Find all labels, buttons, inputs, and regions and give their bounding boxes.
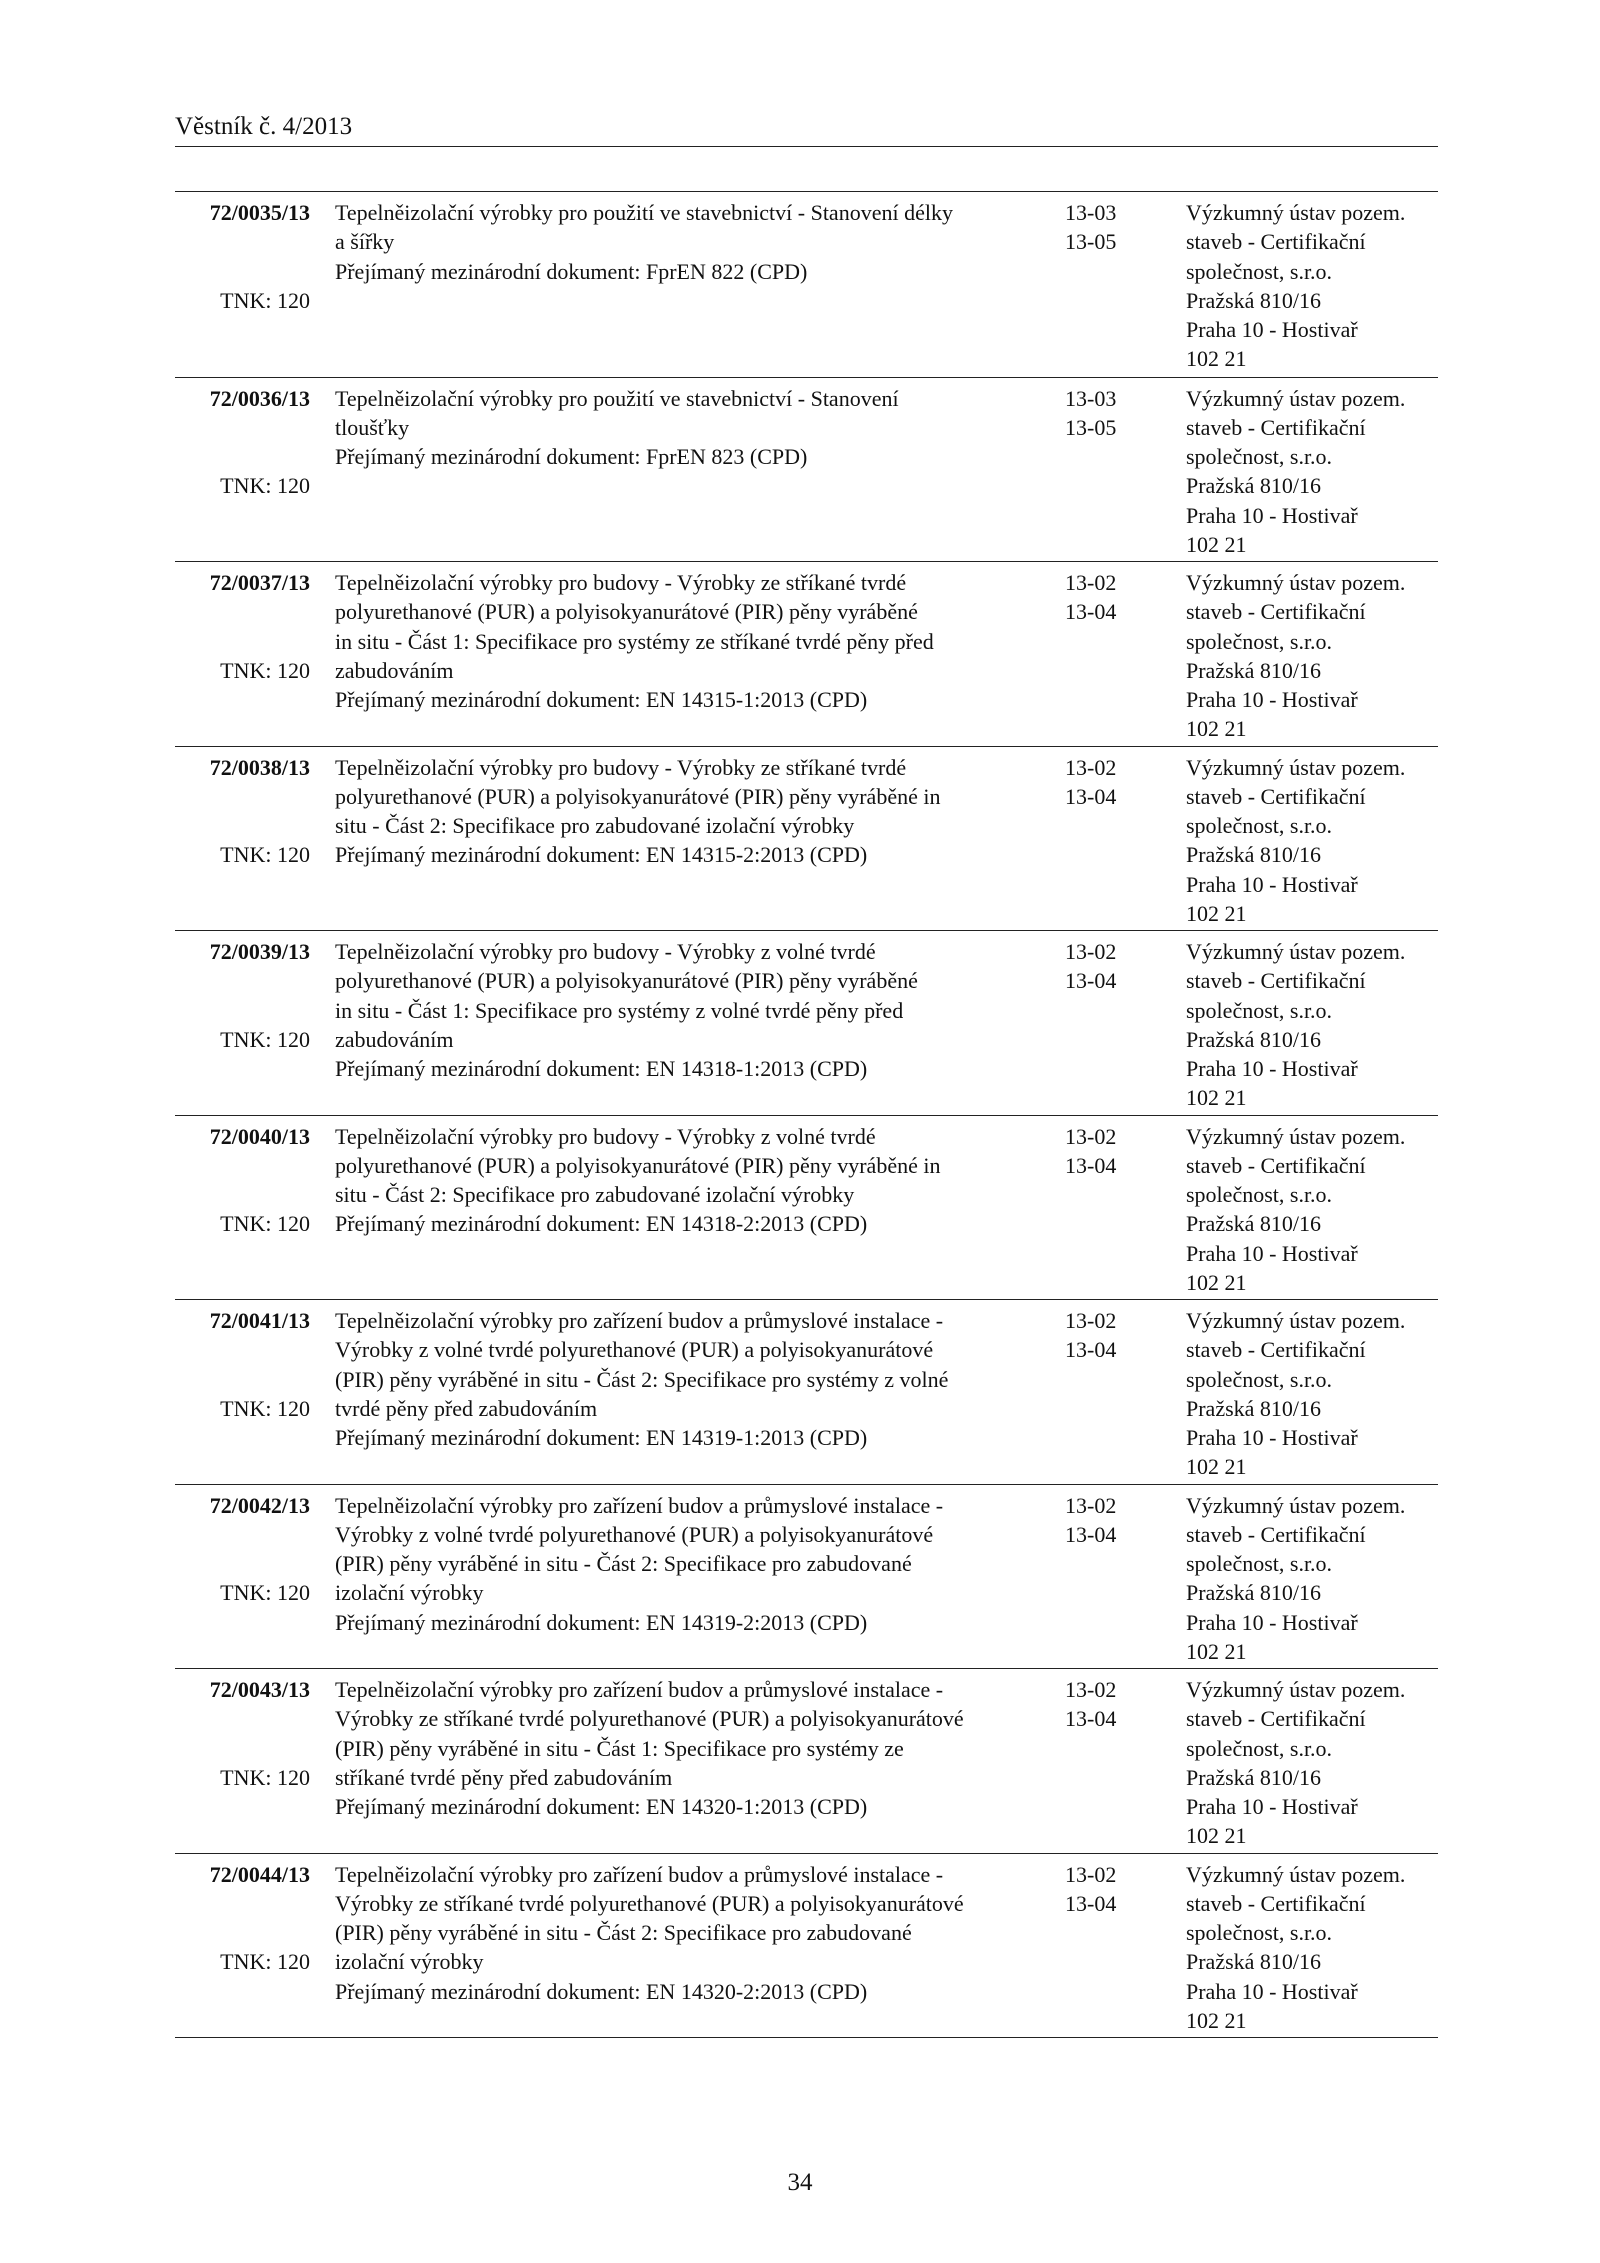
standard-title-line: in situ - Část 1: Specifikace pro systémy z volné tvrdé pěny před: [335, 997, 904, 1023]
standard-number: 72/0036/13: [209, 385, 310, 411]
standard-title-cell: [335, 1491, 1030, 1637]
standard-id-cell: [175, 1122, 310, 1239]
standard-title-line: situ - Část 2: Specifikace pro zabudované izolační výrobky: [335, 813, 855, 839]
standard-id-cell: [175, 568, 310, 685]
tnk-label: TNK: 120: [220, 1764, 310, 1790]
standard-title-line: Tepelněizolační výrobky pro budovy - Výrobky z volné tvrdé: [335, 1123, 876, 1149]
codes-cell: [1065, 568, 1145, 627]
code-value: 13-02: [1065, 1492, 1117, 1518]
standard-number: 72/0038/13: [209, 754, 310, 780]
standard-number: 72/0041/13: [209, 1308, 310, 1333]
standard-number: 72/0037/13: [209, 570, 310, 595]
code-value: 13-04: [1065, 1337, 1117, 1363]
organization-line: Pražská 810/16: [1186, 1764, 1322, 1790]
organization-line: Pražská 810/16: [1186, 842, 1322, 868]
standard-number: 72/0044/13: [209, 1861, 310, 1887]
organization-cell: [1186, 1860, 1438, 2036]
organization-line: Pražská 810/16: [1186, 287, 1322, 313]
organization-line: Praha 10 - Hostivař: [1186, 1609, 1358, 1635]
code-value: 13-02: [1065, 1308, 1117, 1333]
standard-title-line: Tepelněizolační výrobky pro budovy - Výrobky z volné tvrdé: [335, 939, 876, 964]
tnk-label: TNK: 120: [220, 1395, 310, 1421]
organization-cell: [1186, 1122, 1438, 1298]
standard-id-cell: [175, 753, 310, 870]
organization-line: společnost, s.r.o.: [1186, 1182, 1333, 1208]
organization-line: společnost, s.r.o.: [1186, 444, 1333, 470]
organization-line: Výzkumný ústav pozem.: [1186, 1308, 1406, 1333]
code-value: 13-04: [1065, 1890, 1117, 1916]
standard-title-line: polyurethanové (PUR) a polyisokyanurátové (PIR) pěny vyráběné: [335, 599, 918, 625]
standard-title-line: stříkané tvrdé pěny před zabudováním: [335, 1764, 673, 1790]
code-value: 13-03: [1065, 200, 1117, 225]
table-row: [175, 377, 1438, 562]
page-number: 34: [787, 2169, 813, 2196]
organization-cell: [1186, 1491, 1438, 1667]
standard-id-cell: [175, 1860, 310, 1977]
organization-line: staveb - Certifikační: [1186, 1521, 1366, 1547]
organization-line: 102 21: [1186, 1638, 1247, 1664]
standard-title-line: (PIR) pěny vyráběné in situ - Část 2: Specifikace pro systémy z volné: [335, 1366, 949, 1392]
codes-cell: [1065, 1491, 1145, 1550]
organization-line: společnost, s.r.o.: [1186, 258, 1333, 284]
code-value: 13-02: [1065, 1861, 1117, 1887]
adopted-document: Přejímaný mezinárodní dokument: EN 14315-1:2013 (CPD): [335, 687, 868, 713]
adopted-document: Přejímaný mezinárodní dokument: EN 14315-2:2013 (CPD): [335, 842, 868, 868]
organization-cell: [1186, 1306, 1438, 1482]
adopted-document: Přejímaný mezinárodní dokument: EN 14319-2:2013 (CPD): [335, 1609, 868, 1635]
organization-line: Výzkumný ústav pozem.: [1186, 1492, 1406, 1518]
standard-title-cell: [335, 1122, 1030, 1239]
organization-line: Praha 10 - Hostivař: [1186, 1056, 1358, 1082]
standard-title-line: Tepelněizolační výrobky pro použití ve stavebnictví - Stanovení: [335, 385, 899, 411]
organization-line: 102 21: [1186, 346, 1247, 372]
standard-title-line: (PIR) pěny vyráběné in situ - Část 1: Specifikace pro systémy ze: [335, 1735, 904, 1761]
table-row: [175, 1484, 1438, 1669]
standard-title-line: in situ - Část 1: Specifikace pro systémy ze stříkané tvrdé pěny před: [335, 628, 934, 654]
code-value: 13-04: [1065, 1706, 1117, 1732]
standard-title-line: Tepelněizolační výrobky pro zařízení budov a průmyslové instalace -: [335, 1861, 944, 1887]
organization-line: Výzkumný ústav pozem.: [1186, 570, 1406, 595]
standard-title-line: Tepelněizolační výrobky pro zařízení budov a průmyslové instalace -: [335, 1492, 944, 1518]
standard-title-line: Výrobky ze stříkané tvrdé polyurethanové (PUR) a polyisokyanurátové: [335, 1706, 964, 1732]
standard-title-line: tloušťky: [335, 414, 410, 440]
organization-line: Pražská 810/16: [1186, 1211, 1322, 1237]
standard-id-cell: [175, 1675, 310, 1792]
code-value: 13-02: [1065, 570, 1117, 595]
organization-line: 102 21: [1186, 2007, 1247, 2033]
codes-cell: [1065, 1122, 1145, 1181]
standard-title-cell: [335, 1860, 1030, 2006]
standard-title-cell: [335, 568, 1030, 714]
table-row: [175, 1299, 1438, 1484]
standard-title-line: Výrobky ze stříkané tvrdé polyurethanové (PUR) a polyisokyanurátové: [335, 1890, 964, 1916]
standard-title-line: polyurethanové (PUR) a polyisokyanurátové (PIR) pěny vyráběné in: [335, 1152, 941, 1178]
table-row: [175, 192, 1438, 377]
organization-cell: [1186, 198, 1438, 374]
standard-title-line: polyurethanové (PUR) a polyisokyanurátové (PIR) pěny vyráběné: [335, 968, 918, 994]
codes-cell: [1065, 1306, 1145, 1365]
standard-id-cell: [175, 198, 310, 315]
organization-line: staveb - Certifikační: [1186, 1706, 1366, 1732]
organization-line: Praha 10 - Hostivař: [1186, 687, 1358, 713]
standard-number: 72/0042/13: [209, 1492, 310, 1518]
header-rule: [175, 146, 1438, 147]
standard-title-line: (PIR) pěny vyráběné in situ - Část 2: Specifikace pro zabudované: [335, 1920, 912, 1946]
standard-title-line: Tepelněizolační výrobky pro zařízení budov a průmyslové instalace -: [335, 1308, 944, 1333]
standard-title-line: Výrobky z volné tvrdé polyurethanové (PUR) a polyisokyanurátové: [335, 1521, 934, 1547]
standard-title-line: zabudováním: [335, 657, 454, 683]
organization-cell: [1186, 937, 1438, 1113]
adopted-document: Přejímaný mezinárodní dokument: EN 14318-2:2013 (CPD): [335, 1211, 868, 1237]
organization-line: společnost, s.r.o.: [1186, 813, 1333, 839]
organization-line: Pražská 810/16: [1186, 1580, 1322, 1606]
standard-title-line: Tepelněizolační výrobky pro budovy - Výrobky ze stříkané tvrdé: [335, 570, 907, 595]
standard-title-cell: [335, 384, 1030, 472]
code-value: 13-02: [1065, 1677, 1117, 1702]
tnk-label: TNK: 120: [220, 842, 310, 868]
page-header-title: Věstník č. 4/2013: [175, 113, 353, 140]
standards-table: [175, 191, 1438, 2038]
organization-line: staveb - Certifikační: [1186, 783, 1366, 809]
standard-title-cell: [335, 753, 1030, 870]
codes-cell: [1065, 753, 1145, 812]
tnk-label: TNK: 120: [220, 657, 310, 683]
organization-line: 102 21: [1186, 531, 1247, 557]
code-value: 13-04: [1065, 1521, 1117, 1547]
organization-line: staveb - Certifikační: [1186, 1337, 1366, 1363]
organization-line: Praha 10 - Hostivař: [1186, 1978, 1358, 2004]
organization-line: 102 21: [1186, 1269, 1247, 1295]
standard-id-cell: [175, 384, 310, 501]
organization-line: společnost, s.r.o.: [1186, 628, 1333, 654]
organization-line: Pražská 810/16: [1186, 1026, 1322, 1052]
tnk-label: TNK: 120: [220, 473, 310, 499]
organization-line: Výzkumný ústav pozem.: [1186, 385, 1406, 411]
adopted-document: Přejímaný mezinárodní dokument: EN 14318-1:2013 (CPD): [335, 1056, 868, 1082]
standard-id-cell: [175, 1491, 310, 1608]
standard-title-line: Výrobky z volné tvrdé polyurethanové (PUR) a polyisokyanurátové: [335, 1337, 934, 1363]
organization-line: staveb - Certifikační: [1186, 968, 1366, 994]
organization-line: Pražská 810/16: [1186, 473, 1322, 499]
tnk-label: TNK: 120: [220, 1949, 310, 1975]
code-value: 13-02: [1065, 939, 1117, 964]
organization-cell: [1186, 384, 1438, 560]
standard-title-line: izolační výrobky: [335, 1949, 484, 1975]
code-value: 13-04: [1065, 599, 1117, 625]
table-row: [175, 561, 1438, 746]
table-row: [175, 930, 1438, 1115]
standard-title-line: polyurethanové (PUR) a polyisokyanurátové (PIR) pěny vyráběné in: [335, 783, 941, 809]
organization-line: 102 21: [1186, 1085, 1247, 1111]
code-value: 13-04: [1065, 968, 1117, 994]
code-value: 13-02: [1065, 754, 1117, 780]
organization-line: Praha 10 - Hostivař: [1186, 317, 1358, 343]
organization-line: společnost, s.r.o.: [1186, 1735, 1333, 1761]
organization-line: společnost, s.r.o.: [1186, 1551, 1333, 1577]
standard-title-line: (PIR) pěny vyráběné in situ - Část 2: Specifikace pro zabudované: [335, 1551, 912, 1577]
adopted-document: Přejímaný mezinárodní dokument: EN 14319-1:2013 (CPD): [335, 1425, 868, 1451]
adopted-document: Přejímaný mezinárodní dokument: FprEN 823 (CPD): [335, 444, 808, 470]
codes-cell: [1065, 384, 1145, 443]
table-row: [175, 1853, 1438, 2038]
organization-line: Praha 10 - Hostivař: [1186, 1240, 1358, 1266]
organization-line: staveb - Certifikační: [1186, 599, 1366, 625]
standard-number: 72/0035/13: [209, 200, 310, 225]
organization-line: Praha 10 - Hostivař: [1186, 871, 1358, 897]
codes-cell: [1065, 937, 1145, 996]
adopted-document: Přejímaný mezinárodní dokument: EN 14320-2:2013 (CPD): [335, 1978, 868, 2004]
code-value: 13-05: [1065, 414, 1117, 440]
standard-title-line: a šířky: [335, 229, 395, 255]
organization-line: Výzkumný ústav pozem.: [1186, 1123, 1406, 1149]
code-value: 13-05: [1065, 229, 1117, 255]
standard-id-cell: [175, 1306, 310, 1423]
code-value: 13-04: [1065, 1152, 1117, 1178]
organization-line: 102 21: [1186, 716, 1247, 742]
organization-line: společnost, s.r.o.: [1186, 1920, 1333, 1946]
codes-cell: [1065, 1675, 1145, 1734]
standard-title-cell: [335, 1306, 1030, 1452]
standard-title-cell: [335, 1675, 1030, 1821]
code-value: 13-03: [1065, 385, 1117, 411]
tnk-label: TNK: 120: [220, 1211, 310, 1237]
organization-line: společnost, s.r.o.: [1186, 1366, 1333, 1392]
standard-number: 72/0040/13: [209, 1123, 310, 1149]
table-row: [175, 1668, 1438, 1853]
organization-line: Praha 10 - Hostivař: [1186, 502, 1358, 528]
adopted-document: Přejímaný mezinárodní dokument: FprEN 822 (CPD): [335, 258, 808, 284]
codes-cell: [1065, 198, 1145, 257]
code-value: 13-04: [1065, 783, 1117, 809]
organization-line: Pražská 810/16: [1186, 657, 1322, 683]
adopted-document: Přejímaný mezinárodní dokument: EN 14320-1:2013 (CPD): [335, 1794, 868, 1820]
standard-title-cell: [335, 198, 1030, 286]
organization-line: Pražská 810/16: [1186, 1395, 1322, 1421]
organization-line: Pražská 810/16: [1186, 1949, 1322, 1975]
organization-line: staveb - Certifikační: [1186, 229, 1366, 255]
organization-line: 102 21: [1186, 900, 1247, 926]
organization-line: Výzkumný ústav pozem.: [1186, 1861, 1406, 1887]
standard-title-line: Tepelněizolační výrobky pro budovy - Výrobky ze stříkané tvrdé: [335, 754, 907, 780]
standard-title-line: izolační výrobky: [335, 1580, 484, 1606]
organization-line: společnost, s.r.o.: [1186, 997, 1333, 1023]
organization-line: Praha 10 - Hostivař: [1186, 1425, 1358, 1451]
standard-title-line: situ - Část 2: Specifikace pro zabudované izolační výrobky: [335, 1182, 855, 1208]
table-row: [175, 1115, 1438, 1300]
tnk-label: TNK: 120: [220, 287, 310, 313]
organization-line: Výzkumný ústav pozem.: [1186, 754, 1406, 780]
tnk-label: TNK: 120: [220, 1580, 310, 1606]
codes-cell: [1065, 1860, 1145, 1919]
organization-line: Výzkumný ústav pozem.: [1186, 1677, 1406, 1702]
table-row: [175, 746, 1438, 931]
organization-line: 102 21: [1186, 1454, 1247, 1480]
organization-line: staveb - Certifikační: [1186, 1152, 1366, 1178]
organization-cell: [1186, 568, 1438, 744]
standard-id-cell: [175, 937, 310, 1054]
standard-title-cell: [335, 937, 1030, 1083]
organization-line: staveb - Certifikační: [1186, 414, 1366, 440]
organization-line: Praha 10 - Hostivař: [1186, 1794, 1358, 1820]
organization-cell: [1186, 1675, 1438, 1851]
organization-line: staveb - Certifikační: [1186, 1890, 1366, 1916]
standard-title-line: Tepelněizolační výrobky pro zařízení budov a průmyslové instalace -: [335, 1677, 944, 1702]
standard-title-line: tvrdé pěny před zabudováním: [335, 1395, 598, 1421]
standard-title-line: Tepelněizolační výrobky pro použití ve stavebnictví - Stanovení délky: [335, 200, 953, 225]
standard-title-line: zabudováním: [335, 1026, 454, 1052]
code-value: 13-02: [1065, 1123, 1117, 1149]
organization-line: Výzkumný ústav pozem.: [1186, 200, 1406, 225]
organization-cell: [1186, 753, 1438, 929]
organization-line: 102 21: [1186, 1823, 1247, 1849]
tnk-label: TNK: 120: [220, 1026, 310, 1052]
organization-line: Výzkumný ústav pozem.: [1186, 939, 1406, 964]
standard-number: 72/0039/13: [209, 939, 310, 964]
standard-number: 72/0043/13: [209, 1677, 310, 1702]
